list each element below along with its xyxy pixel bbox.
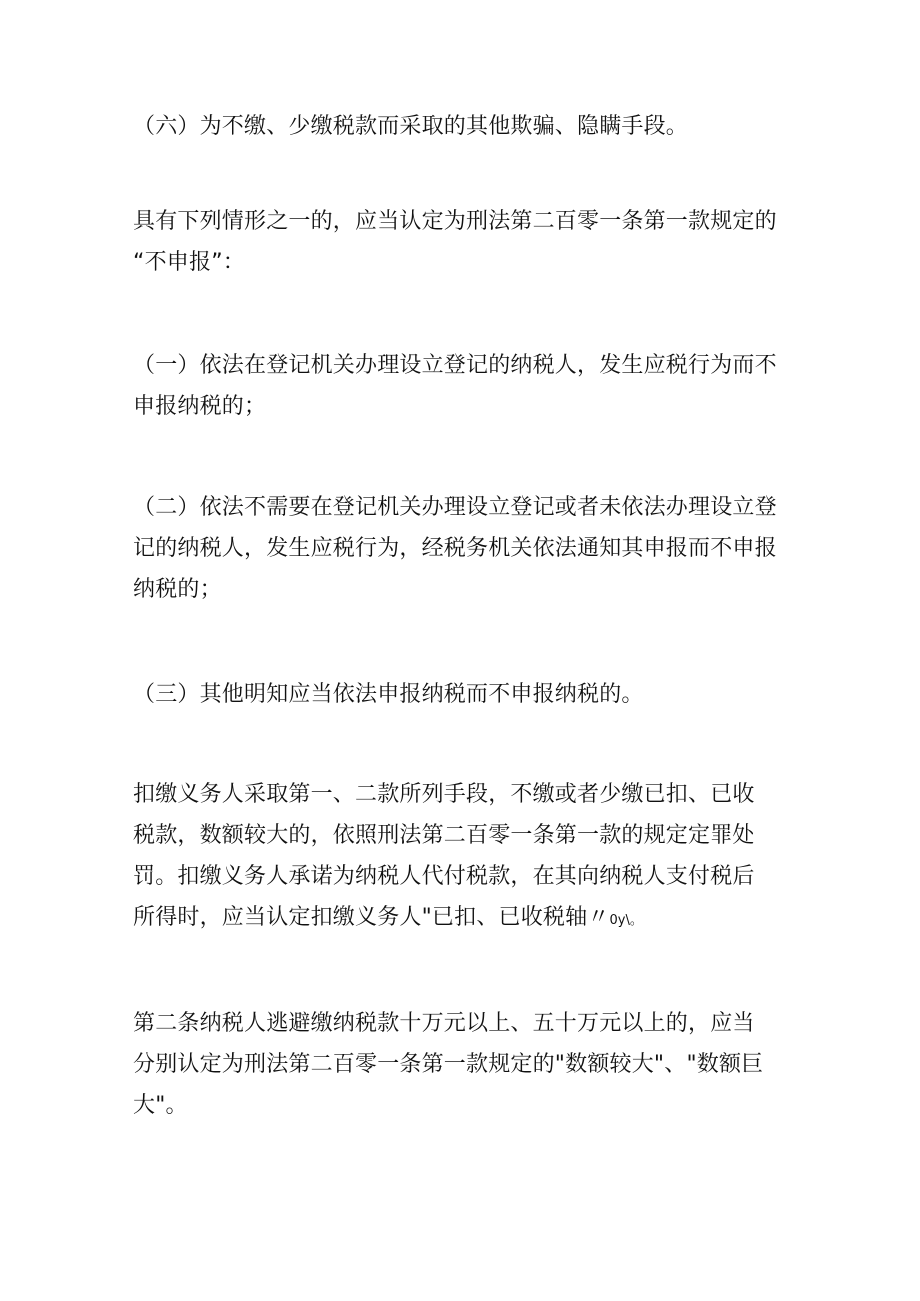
text-line: （六）为不缴、少缴税款而采取的其他欺骗、隐瞒手段。 [133,114,689,139]
text-line: 具有下列情形之一的，应当认定为刑法第二百零一条第一款规定的 [133,209,777,234]
text-line [133,897,798,941]
paragraph-clause-6 [133,106,798,147]
paragraph-article-2 [133,1003,798,1126]
text-line: （三）其他明知应当依法申报纳税而不申报纳税的。 [133,682,644,707]
text-line: 纳税的； [133,577,222,602]
text-line: 记的纳税人，发生应税行为，经税务机关依法通知其申报而不申报 [133,536,777,561]
text-line: 第二条纳税人逃避缴纳税款十万元以上、五十万元以上的，应当 [133,1011,755,1036]
text-line-tail: 0y\。 [609,913,643,928]
text-line: 税款，数额较大的，依照刑法第二百零一条第一款的规定定罪处 [133,823,755,848]
text-line: （一）依法在登记机关办理设立登记的纳税人，发生应税行为而不 [133,353,777,378]
text-line: 分别认定为刑法第二百零一条第一款规定的"数额较大"、"数额巨 [133,1052,764,1077]
text-line: 申报纳税的； [133,394,267,419]
paragraph-item-2 [133,487,798,610]
text-line-main: 所得时，应当认定扣缴义务人"已扣、已收税轴〃 [133,905,610,930]
text-line: “不申报”： [133,250,245,275]
text-line: 罚。扣缴义务人承诺为纳税人代付税款，在其向纳税人支付税后 [133,864,755,889]
paragraph-item-1 [133,345,798,427]
text-line: （二）依法不需要在登记机关办理设立登记或者未依法办理设立登 [133,495,777,520]
paragraph-non-filing-definition [133,201,798,283]
paragraph-item-3 [133,674,798,715]
text-line: 扣缴义务人采取第一、二款所列手段，不缴或者少缴已扣、已收 [133,782,755,807]
text-line: 大"。 [133,1093,188,1118]
paragraph-withholding-agent [133,774,798,941]
